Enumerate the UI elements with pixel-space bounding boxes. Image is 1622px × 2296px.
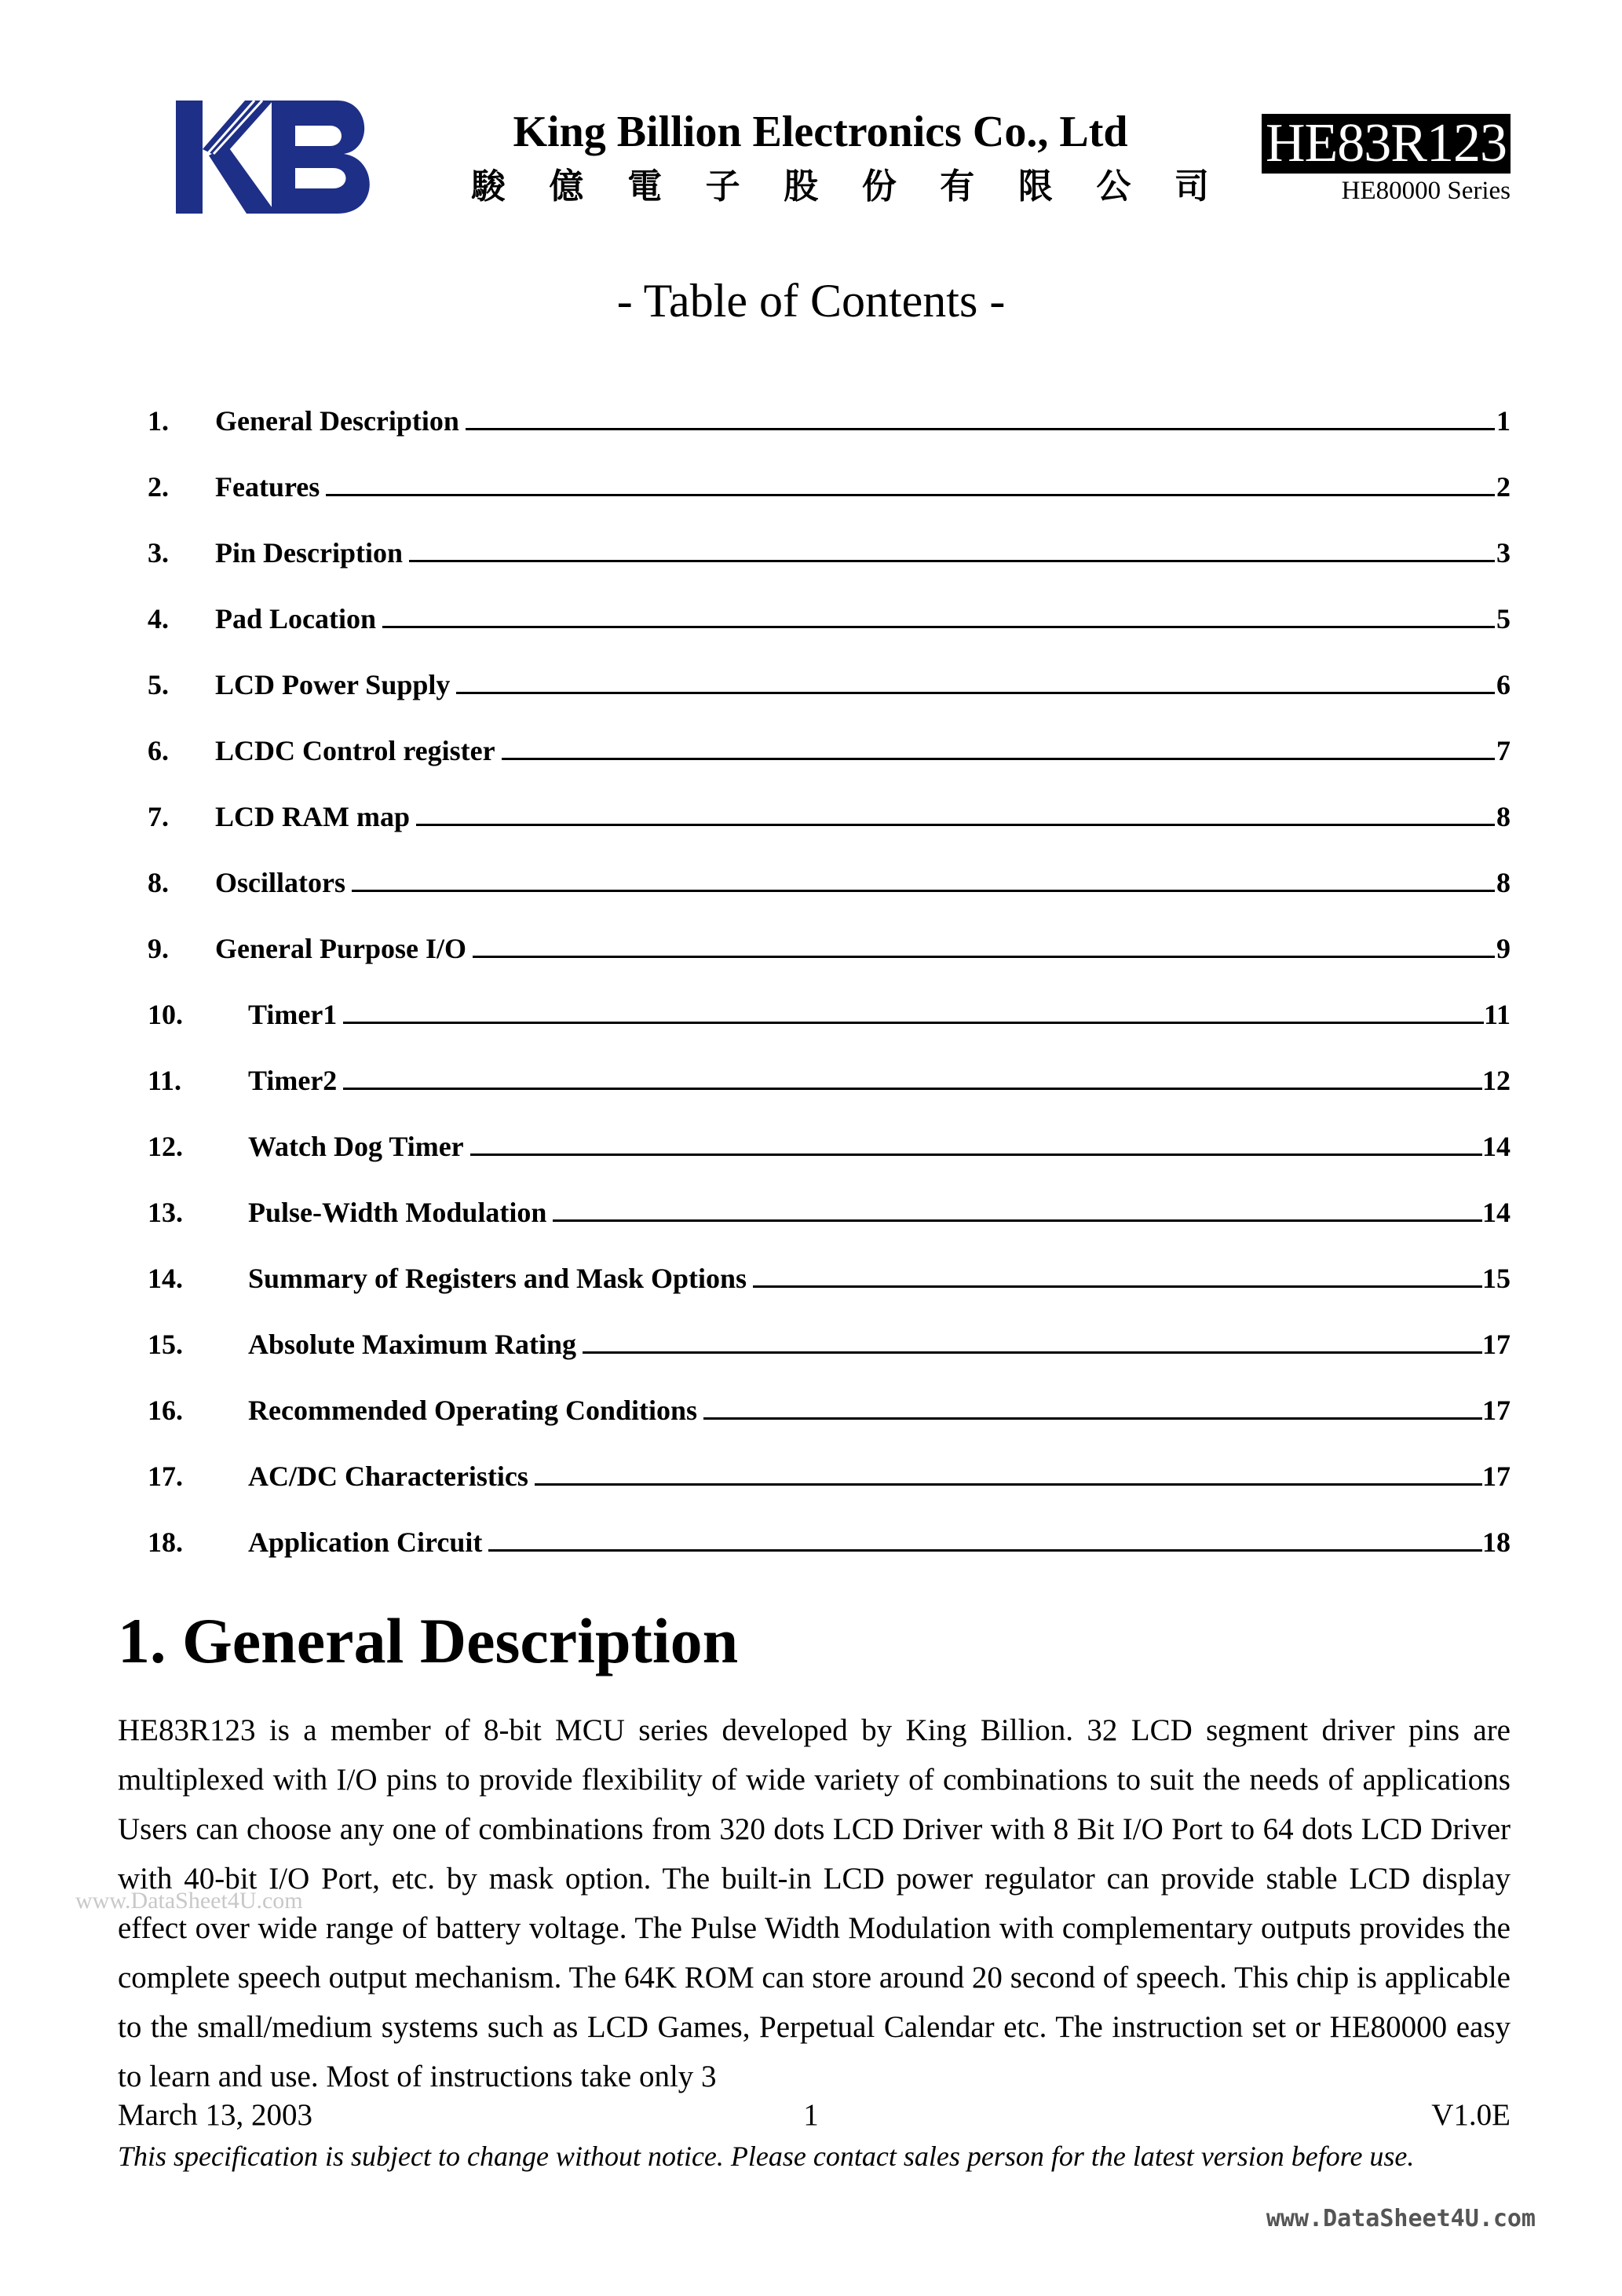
toc-number: 2. bbox=[148, 471, 169, 503]
company-name-char: 股 bbox=[784, 166, 819, 207]
toc-page-number: 2 bbox=[1496, 471, 1511, 503]
toc-page-number: 1 bbox=[1496, 405, 1511, 437]
company-name-char: 駿 bbox=[471, 166, 506, 207]
toc-label: Pad Location bbox=[215, 603, 377, 634]
toc-label: Oscillators bbox=[215, 867, 345, 898]
company-name-char: 份 bbox=[861, 166, 897, 207]
toc-page-number: 8 bbox=[1496, 801, 1511, 832]
toc-leader-line bbox=[703, 1417, 1482, 1420]
toc-leader-line bbox=[753, 1285, 1482, 1288]
toc-label: Watch Dog Timer bbox=[248, 1131, 464, 1162]
toc-entry[interactable] bbox=[148, 504, 1511, 570]
toc-leader-line bbox=[409, 559, 1495, 562]
watermark-link[interactable]: www.DataSheet4U.com bbox=[1266, 2205, 1536, 2232]
toc-page-number: 17 bbox=[1482, 1329, 1511, 1360]
toc-label: Summary of Registers and Mask Options bbox=[248, 1263, 747, 1294]
toc-number: 3. bbox=[148, 537, 169, 569]
footer-date: March 13, 2003 bbox=[118, 2098, 313, 2132]
toc-entry[interactable] bbox=[148, 1164, 1511, 1230]
toc-title: - Table of Contents - bbox=[616, 275, 1006, 327]
company-name-char: 限 bbox=[1017, 166, 1053, 207]
toc-number: 12. bbox=[148, 1131, 183, 1162]
toc-page-number: 14 bbox=[1482, 1131, 1511, 1162]
toc-page-number: 5 bbox=[1496, 603, 1511, 634]
toc-number: 1. bbox=[148, 405, 169, 437]
toc-number: 4. bbox=[148, 603, 169, 634]
toc-leader-line bbox=[456, 691, 1495, 694]
section-heading: 1. General Description bbox=[118, 1605, 739, 1676]
toc-page-number: 17 bbox=[1482, 1395, 1511, 1426]
toc-number: 17. bbox=[148, 1461, 183, 1492]
toc-entry[interactable] bbox=[148, 1032, 1511, 1098]
section-body-text: HE83R123 is a member of 8-bit MCU series developed by King Billion. 32 LCD segment driver pins are multiplexed with I/O pins to provide flexibility of wide variety of combinations to suit the needs of applications Users can choose any one of combinations from 320 dots LCD Driver with 8 Bit I/O Port to 64 dots LCD Driver with 40-bit I/O Port, etc. by mask option. The built-in LCD power regulator can provide stable LCD display effect over wide range of battery voltage. The Pulse Width Modulation with complementary outputs provides the complete speech output mechanism. The 64K ROM can store around 20 second of speech. This chip is applicable to the small/medium systems such as LCD Games, Perpetual Calendar etc. The instruction set or HE80000 easy to learn and use. Most of instructions take only 3 bbox=[118, 1713, 1511, 2093]
toc-number: 5. bbox=[148, 669, 169, 700]
toc-entry[interactable] bbox=[148, 966, 1511, 1032]
toc-leader-line bbox=[343, 1087, 1482, 1090]
toc-number: 10. bbox=[148, 999, 183, 1030]
toc-label: AC/DC Characteristics bbox=[248, 1461, 528, 1492]
toc-leader-line bbox=[416, 823, 1495, 826]
toc-page-number: 15 bbox=[1482, 1263, 1511, 1294]
toc-label: General Purpose I/O bbox=[215, 933, 466, 964]
toc-page-number: 8 bbox=[1496, 867, 1511, 898]
toc-leader-line bbox=[473, 955, 1495, 958]
toc-leader-line bbox=[343, 1021, 1484, 1024]
toc-leader-line bbox=[488, 1548, 1482, 1552]
company-name: King Billion Electronics Co., Ltd bbox=[513, 108, 1128, 156]
model-number: HE83R123 bbox=[1262, 114, 1511, 174]
company-name-char: 電 bbox=[627, 166, 663, 207]
toc-number: 14. bbox=[148, 1263, 183, 1294]
toc-leader-line bbox=[553, 1219, 1482, 1222]
toc-number: 15. bbox=[148, 1329, 183, 1360]
toc-number: 18. bbox=[148, 1526, 183, 1558]
footer-page-number: 1 bbox=[803, 2098, 819, 2132]
table-of-contents bbox=[148, 372, 1511, 1559]
company-name-char: 有 bbox=[940, 166, 975, 207]
toc-page-number: 17 bbox=[1482, 1461, 1511, 1492]
kb-logo bbox=[176, 101, 382, 214]
toc-label: General Description bbox=[215, 405, 459, 437]
toc-label: Pulse-Width Modulation bbox=[248, 1197, 547, 1228]
toc-number: 8. bbox=[148, 867, 169, 898]
toc-page-number: 18 bbox=[1482, 1526, 1511, 1558]
toc-number: 13. bbox=[148, 1197, 183, 1228]
toc-page-number: 6 bbox=[1496, 669, 1511, 700]
toc-label: Absolute Maximum Rating bbox=[248, 1329, 577, 1360]
toc-entry[interactable] bbox=[148, 1493, 1511, 1559]
toc-label: Features bbox=[215, 471, 320, 503]
toc-leader-line bbox=[470, 1153, 1482, 1156]
toc-label: LCD RAM map bbox=[215, 801, 410, 832]
toc-number: 9. bbox=[148, 933, 169, 964]
toc-entry[interactable] bbox=[148, 1296, 1511, 1362]
company-name-char: 司 bbox=[1174, 166, 1209, 207]
toc-entry[interactable] bbox=[148, 900, 1511, 966]
toc-entry[interactable] bbox=[148, 636, 1511, 702]
company-name-char: 億 bbox=[549, 166, 584, 207]
toc-entry[interactable] bbox=[148, 1362, 1511, 1428]
toc-page-number: 11 bbox=[1483, 999, 1511, 1030]
company-name-char: 公 bbox=[1096, 166, 1131, 207]
toc-leader-line bbox=[502, 757, 1495, 760]
toc-label: LCD Power Supply bbox=[215, 669, 451, 700]
toc-leader-line bbox=[382, 625, 1495, 628]
toc-number: 7. bbox=[148, 801, 169, 832]
toc-entry[interactable] bbox=[148, 372, 1511, 438]
toc-label: Timer2 bbox=[248, 1065, 338, 1096]
toc-label: LCDC Control register bbox=[215, 735, 495, 766]
toc-label: Pin Description bbox=[215, 537, 403, 569]
toc-label: Application Circuit bbox=[248, 1526, 483, 1558]
footer-disclaimer: This specification is subject to change without notice. Please contact sales person for the latest version before use. bbox=[118, 2141, 1415, 2172]
toc-page-number: 3 bbox=[1496, 537, 1511, 569]
toc-number: 11. bbox=[148, 1065, 182, 1096]
toc-entry[interactable] bbox=[148, 1230, 1511, 1296]
toc-entry[interactable] bbox=[148, 768, 1511, 834]
watermark-text: www.DataSheet4U.com bbox=[75, 1888, 303, 1914]
toc-number: 6. bbox=[148, 735, 169, 766]
toc-entry[interactable] bbox=[148, 1428, 1511, 1493]
toc-leader-line bbox=[326, 493, 1495, 496]
toc-entry[interactable] bbox=[148, 438, 1511, 504]
toc-page-number: 7 bbox=[1496, 735, 1511, 766]
footer-version: V1.0E bbox=[1431, 2098, 1511, 2132]
toc-number: 16. bbox=[148, 1395, 183, 1426]
toc-leader-line bbox=[535, 1483, 1482, 1486]
toc-leader-line bbox=[352, 889, 1495, 892]
company-name-char: 子 bbox=[705, 166, 740, 207]
series-name: HE80000 Series bbox=[1341, 177, 1511, 205]
toc-leader-line bbox=[466, 427, 1495, 430]
company-name-chinese bbox=[471, 165, 1209, 209]
toc-entry[interactable] bbox=[148, 702, 1511, 768]
toc-entry[interactable] bbox=[148, 1098, 1511, 1164]
toc-label: Timer1 bbox=[248, 999, 338, 1030]
toc-page-number: 9 bbox=[1496, 933, 1511, 964]
toc-page-number: 12 bbox=[1482, 1065, 1511, 1096]
toc-label: Recommended Operating Conditions bbox=[248, 1395, 698, 1426]
toc-entry[interactable] bbox=[148, 570, 1511, 636]
toc-leader-line bbox=[583, 1351, 1482, 1354]
toc-page-number: 14 bbox=[1482, 1197, 1511, 1228]
toc-entry[interactable] bbox=[148, 834, 1511, 900]
